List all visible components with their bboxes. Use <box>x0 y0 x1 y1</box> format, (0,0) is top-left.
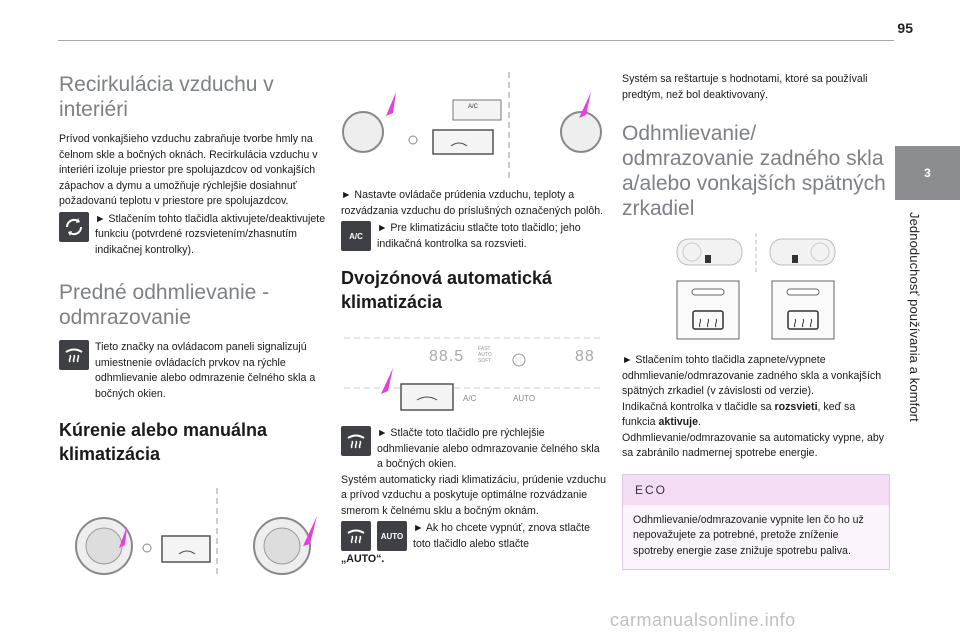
recirculation-instruction <box>59 212 327 259</box>
page-number: 95 <box>897 20 913 36</box>
display-mode: FAST AUTO SOFT <box>478 346 492 364</box>
manual-ac-panel-illustration <box>59 484 327 579</box>
switch-off-instruction <box>341 521 606 552</box>
display-right-temp: 88 <box>575 348 595 365</box>
switch-off-text: ► Ak ho chcete vypnúť, znova stlačte toto tlačidlo alebo stlačte <box>413 522 590 550</box>
indicator-text: Indikačná kontrolka v tlačidle sa rozsvieti, keď sa funkcia aktivuje. <box>622 400 856 428</box>
ac-panel-label: A/C <box>468 104 479 110</box>
quick-defrost-text: ► Stlačte toto tlačidlo pre rýchlejšie odhmlievanie alebo odmrazovanie čelného skla a bočných okien. <box>377 427 600 470</box>
windshield-defrost-icon <box>341 521 371 551</box>
heading-manual-ac: Kúrenie alebo manuálna klimatizácia <box>59 420 268 464</box>
column-1 <box>59 72 327 579</box>
ac-button-panel-illustration <box>341 70 606 180</box>
recirculation-icon <box>59 212 89 242</box>
front-defrost-text: Tieto značky na ovládacom paneli signalizujú umiestnenie ovládacích prvkov na rýchle odhmlievanie alebo odmrazenie čelného skla a bočných okien. <box>95 341 316 400</box>
ac-instruction-text: ► Pre klimatizáciu stlačte toto tlačidlo; jeho indikačná kontrolka sa rozsvieti. <box>377 222 581 250</box>
heading-recirculation: Recirkulácia vzduchu v interiéri <box>59 73 274 121</box>
recirculation-text: Prívod vonkajšieho vzduchu zabraňuje tvorbe hmly na čelnom skle a bočných oknách. Recirkulácia vzduchu v interiéri izoluje priestor pre spolujazdcov od vonkajších zápachov a dymu a umožňuje rýchlejšie dosiahnuť požadovanú teplotu v priestore pre spolujazdcov. <box>59 133 318 207</box>
heading-front-defrost: Predné odhmlievanie - odmrazovanie <box>59 281 270 329</box>
chapter-tab[interactable]: 3 <box>895 146 960 200</box>
auto-off-text: Odhmlievanie/odmrazovanie sa automaticky vypne, aby sa zabránilo nadmernej spotrebe energie. <box>622 431 885 459</box>
auto-label: „AUTO“. <box>341 553 385 565</box>
top-divider <box>58 40 894 41</box>
ac-icon: A/C <box>341 221 371 251</box>
recirculation-instruction-text: ► Stlačením tohto tlačidla aktivujete/deaktivujete funkciu (potvrdené rozsvietením/zhasnutím indikačnej kontrolky). <box>95 212 326 256</box>
restart-text: Systém sa reštartuje s hodnotami, ktoré sa používali predtým, než bol deaktivovaný. <box>622 73 868 101</box>
front-defrost-block <box>59 340 327 402</box>
dual-zone-panel-illustration <box>341 328 606 416</box>
dual-zone-ac-button: A/C <box>463 394 477 403</box>
auto-icon: AUTO <box>377 521 407 551</box>
chapter-title: Jednoduchosť používania a komfort <box>907 212 922 422</box>
windshield-defrost-icon <box>59 340 89 370</box>
column-2 <box>341 70 606 568</box>
column-3 <box>622 72 890 570</box>
quick-defrost-instruction <box>341 426 606 473</box>
eco-box <box>622 474 890 571</box>
ac-instruction <box>341 221 606 252</box>
heading-dual-zone: Dvojzónová automatická klimatizácia <box>341 268 553 312</box>
eco-body: Odhmlievanie/odmrazovanie vypnite len čo ho už nepovažujete za potrebné, pretože zníženie spotreby energie zase znižuje spotrebu paliva. <box>633 513 864 557</box>
airflow-instruction: ► Nastavte ovládače prúdenia vzduchu, teploty a rozvádzania vzduchu do príslušných označených polôh. <box>341 189 604 217</box>
footer-watermark: carmanualsonline.info <box>610 610 796 630</box>
eco-title: ECO <box>623 475 889 505</box>
rear-defrost-instruction: ► Stlačením tohto tlačidla zapnete/vypnete odhmlievanie/odmrazovanie zadného skla a vonkajších spätných zrkadiel (v závislosti od verzie). <box>622 354 882 397</box>
display-left-temp: 88.5 <box>429 348 465 365</box>
heading-rear-defrost: Odhmlievanie/ odmrazovanie zadného skla a/alebo vonkajších spätných zrkadiel <box>622 122 886 220</box>
auto-system-text: Systém automaticky riadi klimatizáciu, prúdenie vzduchu a prívod vzduchu a poskytuje optimálne rozvádzanie smerom k čelnému sklu a bočným oknám. <box>341 473 606 517</box>
windshield-defrost-icon <box>341 426 371 456</box>
rear-defrost-illustration <box>622 231 890 341</box>
dual-zone-auto-button: AUTO <box>513 394 536 403</box>
